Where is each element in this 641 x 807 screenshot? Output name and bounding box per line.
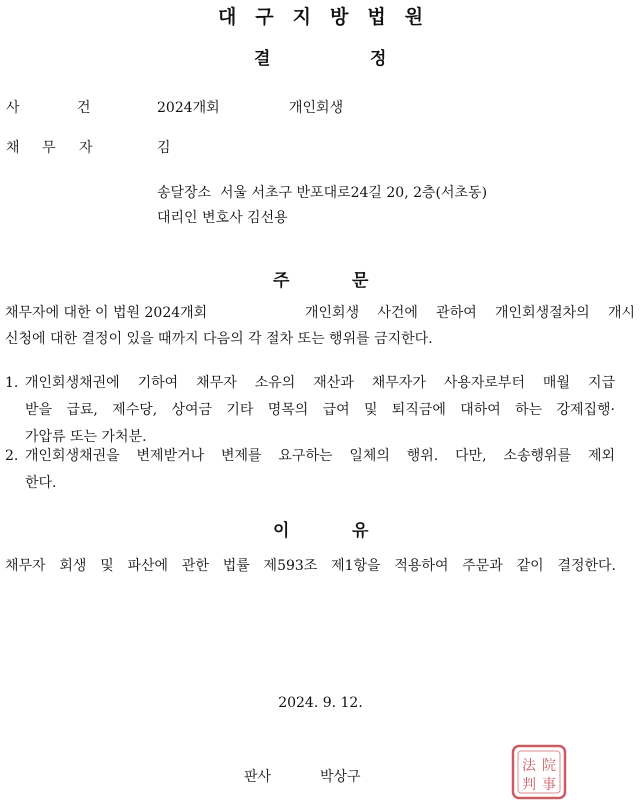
svg-text:事: 事	[542, 777, 556, 793]
order-item-2	[25, 443, 615, 497]
item-number: 2.	[5, 448, 19, 464]
service-address: 송달장소 서울 서초구 반포대로24길 20, 2층(서초동)	[157, 185, 488, 201]
decision-date: 2024. 9. 12.	[278, 695, 363, 711]
court-seal-stamp	[509, 742, 569, 802]
case-label	[0, 97, 150, 117]
order-heading	[0, 266, 641, 290]
case-name: 개인회생	[289, 100, 344, 116]
item-line: 가압류 또는 가처분.	[25, 429, 147, 445]
reason-heading	[0, 516, 641, 540]
item-line: 받을 급료, 제수당, 상여금 기타 명목의 급여 및 퇴직금에 대하여 하는 강제집행·	[25, 402, 615, 418]
item-line: 개인회생채권에 기하여 채무자 소유의 재산과 채무자가 사용자로부터 매월 지급	[25, 375, 615, 391]
label-char: 채	[6, 140, 20, 156]
order-intro-line2: 신청에 대한 결정이 있을 때까지 다음의 각 절차 또는 행위를 금지한다.	[5, 331, 433, 347]
case-number: 2024개회	[157, 100, 220, 116]
item-number: 1.	[5, 375, 19, 391]
svg-text:法: 法	[522, 758, 536, 774]
heading-char: 주	[273, 271, 290, 291]
heading-char: 정	[370, 49, 387, 69]
item-line: 개인회생채권을 변제받거나 변제를 요구하는 일체의 행위. 다만, 소송행위를 제외	[25, 448, 615, 464]
label-char: 건	[77, 100, 91, 116]
document-type-heading	[0, 44, 641, 68]
label-char: 자	[79, 140, 93, 156]
heading-char: 이	[273, 521, 290, 541]
heading-char: 결	[254, 49, 271, 69]
item-line: 한다.	[25, 475, 57, 491]
order-intro-line1-b: 개인회생 사건에 관하여 개인회생절차의 개시	[305, 305, 635, 321]
judge-title: 판사	[244, 769, 272, 785]
debtor-label	[0, 137, 150, 157]
agent: 대리인 변호사 김선용	[157, 210, 288, 226]
debtor-name: 김	[157, 140, 171, 156]
reason-text: 채무자 회생 및 파산에 관한 법률 제593조 제1항을 적용하여 주문과 같이 결정한다.	[5, 558, 616, 574]
label-char: 사	[6, 100, 20, 116]
heading-char: 유	[352, 521, 369, 541]
order-intro-line1-a: 채무자에 대한 이 법원 2024개회	[5, 305, 208, 321]
label-char: 무	[42, 140, 56, 156]
svg-text:院: 院	[542, 758, 556, 774]
judge-name: 박상구	[320, 769, 361, 785]
svg-text:判: 判	[522, 777, 536, 793]
order-item-1	[25, 370, 615, 451]
court-name: 대구지방법원	[217, 6, 443, 28]
heading-char: 문	[352, 271, 369, 291]
